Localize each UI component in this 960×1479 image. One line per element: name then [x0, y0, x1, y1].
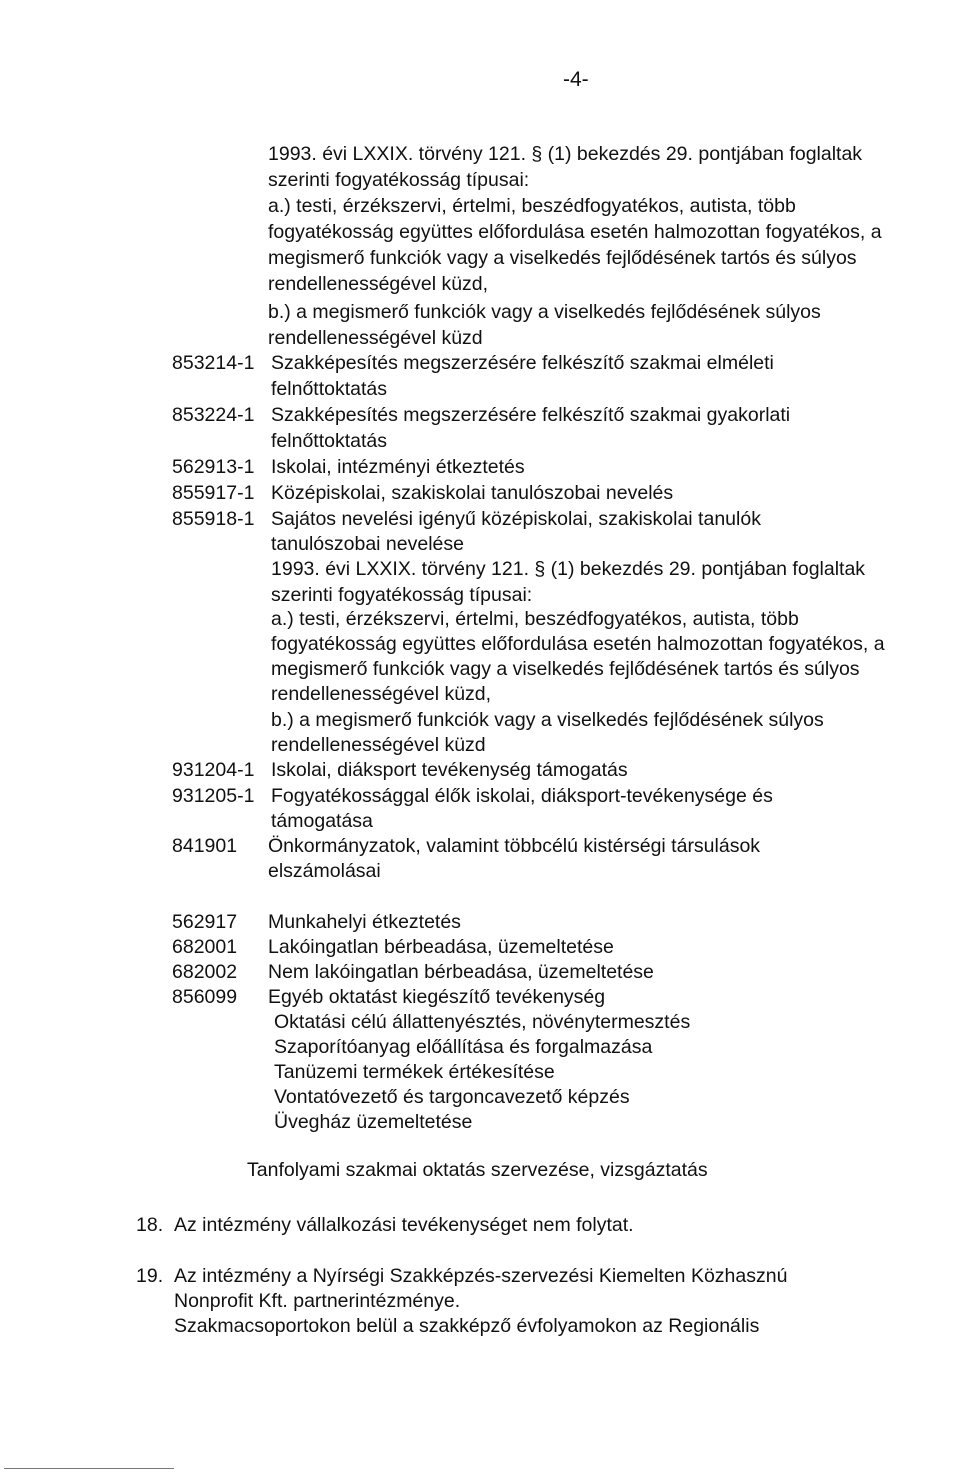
activity-text: Fogyatékossággal élők iskolai, diáksport-tevékenysége és: [271, 785, 773, 807]
activity-text: rendellenességével küzd,: [271, 683, 492, 705]
sub-item: Szaporítóanyag előállítása és forgalmazása: [274, 1036, 653, 1058]
sub-item: Tanüzemi termékek értékesítése: [274, 1061, 555, 1083]
activity-text: Szakképesítés megszerzésére felkészítő szakmai elméleti: [271, 352, 774, 374]
activity-text: Munkahelyi étkeztetés: [268, 911, 461, 933]
point-text: Nonprofit Kft. partnerintézménye.: [174, 1290, 461, 1312]
course-line: Tanfolyami szakmai oktatás szervezése, vizsgáztatás: [247, 1159, 708, 1181]
intro-line: megismerő funkciók vagy a viselkedés fejlődésének tartós és súlyos: [268, 247, 857, 269]
activity-text: szerinti fogyatékosság típusai:: [271, 584, 533, 606]
activity-code: 853224-1: [172, 404, 255, 426]
activity-text: Lakóingatlan bérbeadása, üzemeltetése: [268, 936, 614, 958]
activity-code: 853214-1: [172, 352, 255, 374]
activity-code: 931204-1: [172, 759, 255, 781]
activity-code: 931205-1: [172, 785, 255, 807]
activity-text: Iskolai, diáksport tevékenység támogatás: [271, 759, 628, 781]
intro-line: fogyatékosság együttes előfordulása esetén halmozottan fogyatékos, a: [268, 221, 882, 243]
point-number: 19.: [136, 1265, 164, 1287]
intro-line: 1993. évi LXXIX. törvény 121. § (1) bekezdés 29. pontjában foglaltak: [268, 143, 863, 165]
activity-code: 841901: [172, 835, 238, 857]
sub-item: Üvegház üzemeltetése: [274, 1111, 473, 1133]
intro-line: a.) testi, érzékszervi, értelmi, beszédfogyatékos, autista, több: [268, 195, 796, 217]
activity-text: Egyéb oktatást kiegészítő tevékenység: [268, 986, 606, 1008]
activity-code: 682002: [172, 961, 238, 983]
activity-text: rendellenességével küzd: [271, 734, 486, 756]
activity-text: felnőttoktatás: [271, 430, 387, 452]
activity-text: felnőttoktatás: [271, 378, 387, 400]
activity-text: támogatása: [271, 810, 373, 832]
sub-item: Oktatási célú állattenyésztés, növénytermesztés: [274, 1011, 691, 1033]
point-text: Az intézmény vállalkozási tevékenységet nem folytat.: [174, 1214, 634, 1236]
activity-text: Nem lakóingatlan bérbeadása, üzemeltetése: [268, 961, 654, 983]
intro-line: b.) a megismerő funkciók vagy a viselkedés fejlődésének súlyos: [268, 301, 821, 323]
activity-text: Sajátos nevelési igényű középiskolai, szakiskolai tanulók: [271, 508, 761, 530]
activity-text: megismerő funkciók vagy a viselkedés fejlődésének tartós és súlyos: [271, 658, 860, 680]
activity-text: fogyatékosság együttes előfordulása esetén halmozottan fogyatékos, a: [271, 633, 885, 655]
activity-text: b.) a megismerő funkciók vagy a viselkedés fejlődésének súlyos: [271, 709, 824, 731]
activity-code: 682001: [172, 936, 238, 958]
activity-code: 855918-1: [172, 508, 255, 530]
page-number: -4-: [563, 68, 589, 91]
intro-line: rendellenességével küzd: [268, 327, 483, 349]
intro-line: szerinti fogyatékosság típusai:: [268, 169, 530, 191]
sub-item: Vontatóvezető és targoncavezető képzés: [274, 1086, 630, 1108]
activity-text: Önkormányzatok, valamint többcélú kistérségi társulások: [268, 835, 761, 857]
activity-code: 855917-1: [172, 482, 255, 504]
activity-text: Iskolai, intézményi étkeztetés: [271, 456, 525, 478]
activity-text: a.) testi, érzékszervi, értelmi, beszédfogyatékos, autista, több: [271, 608, 799, 630]
footer-rule: [4, 1468, 174, 1469]
activity-text: Szakképesítés megszerzésére felkészítő szakmai gyakorlati: [271, 404, 791, 426]
activity-code: 856099: [172, 986, 238, 1008]
point-number: 18.: [136, 1214, 164, 1236]
activity-code: 562917: [172, 911, 238, 933]
intro-line: rendellenességével küzd,: [268, 273, 489, 295]
activity-text: Középiskolai, szakiskolai tanulószobai nevelés: [271, 482, 674, 504]
activity-code: 562913-1: [172, 456, 255, 478]
activity-text: 1993. évi LXXIX. törvény 121. § (1) bekezdés 29. pontjában foglaltak: [271, 558, 866, 580]
activity-text: tanulószobai nevelése: [271, 533, 464, 555]
point-text: Az intézmény a Nyírségi Szakképzés-szervezési Kiemelten Közhasznú: [174, 1265, 788, 1287]
activity-text: elszámolásai: [268, 860, 381, 882]
point-text: Szakmacsoportokon belül a szakképző évfolyamokon az Regionális: [174, 1315, 760, 1337]
